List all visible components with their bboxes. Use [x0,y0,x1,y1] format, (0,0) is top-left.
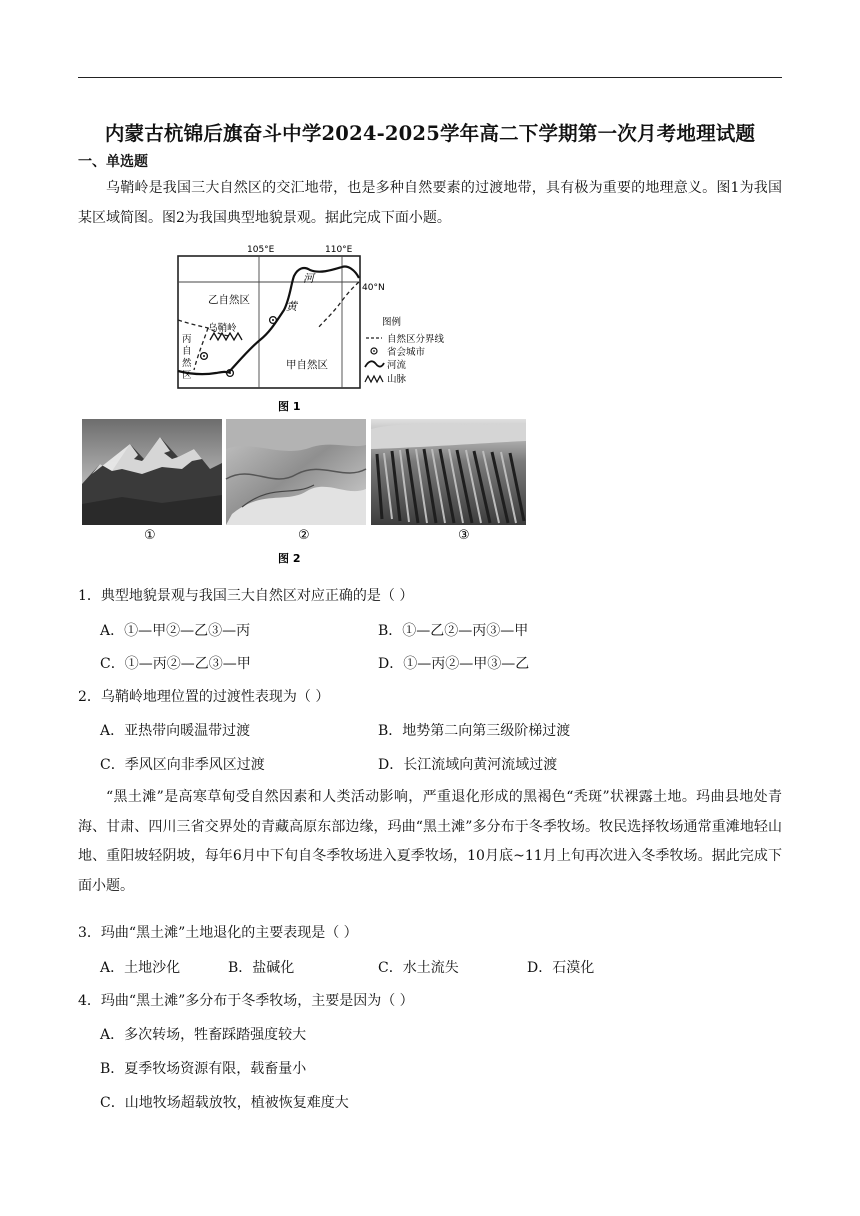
region-yi-label: 乙自然区 [208,294,250,306]
figure-2-caption: 图 2 [278,552,301,565]
question-2-option-a[interactable]: A．亚热带向暖温带过渡 [100,723,251,739]
region-jia-label: 甲自然区 [286,359,328,371]
region-bing-char-2: 自 [182,346,192,357]
question-4-option-c[interactable]: C．山地牧场超载放牧，植被恢复难度大 [100,1095,349,1111]
region-bing-char-1: 丙 [182,334,192,345]
question-1-option-b[interactable]: B．①—乙②—丙③—甲 [378,623,529,639]
header-rule [78,77,782,78]
boundary-line-south [194,328,208,370]
legend-river-symbol [365,361,384,367]
mountain-symbol-wushaoling [210,333,242,340]
legend-river-label: 河流 [387,360,407,371]
river-label-huang: 黄 [286,300,297,313]
question-1-stem: 1．典型地貌景观与我国三大自然区对应正确的是（ ） [78,588,414,604]
question-2-option-b[interactable]: B．地势第二向第三级阶梯过渡 [378,723,571,739]
boundary-line-east [318,282,359,328]
photo-3-gullies [371,419,526,525]
photo-2-dunes [226,419,366,525]
question-1-option-d[interactable]: D．①—丙②—甲③—乙 [378,656,530,672]
question-4-stem: 4．玛曲“黑土滩”多分布于冬季牧场，主要是因为（ ） [78,993,414,1009]
question-2-option-d[interactable]: D．长江流域向黄河流域过渡 [378,757,558,773]
question-3-stem: 3．玛曲“黑土滩”土地退化的主要表现是（ ） [78,925,358,941]
question-2-stem: 2．乌鞘岭地理位置的过渡性表现为（ ） [78,689,330,705]
region-bing-char-3: 然 [182,358,192,369]
mountain-label: 乌鞘岭 [208,323,237,334]
figure-1-caption: 图 1 [278,400,301,413]
region-bing-char-4: 区 [182,370,192,381]
question-4-option-b[interactable]: B．夏季牧场资源有限，载畜量小 [100,1061,307,1077]
photo-1-label: ① [144,528,156,543]
photo-2-label: ② [298,528,310,543]
river-label-he: 河 [303,272,314,285]
question-1-option-c[interactable]: C．①—丙②—乙③—甲 [100,656,251,672]
question-2-option-c[interactable]: C．季风区向非季风区过渡 [100,757,265,773]
passage-1: 乌鞘岭是我国三大自然区的交汇地带，也是多种自然要素的过渡地带，具有极为重要的地理意义。图1为我国某区域简图。图2为我国典型地貌景观。据此完成下面小题。 [78,180,782,226]
page-title: 内蒙古杭锦后旗奋斗中学2024-2025学年高二下学期第一次月考地理试题 [104,122,756,145]
question-3-option-d[interactable]: D．石漠化 [527,960,595,976]
section-heading: 一、单选题 [78,154,148,170]
question-3-option-c[interactable]: C．水土流失 [378,960,459,976]
legend-city-label: 省会城市 [387,347,426,358]
lat-label-40: 40°N [362,283,385,293]
river-path [228,267,359,373]
passage-2: “黑土滩”是高寒草甸受自然因素和人类活动影响，严重退化形成的黑褐色“秃斑”状裸露土地。玛曲县地处青海、甘肃、四川三省交界处的青藏高原东部边缘，玛曲“黑土滩”多分布于冬季牧场。牧民选择牧场通常重滩地轻山地、重阳坡轻阴坡，每年6月中下旬自冬季牧场进入夏季牧场，10月底~11月上旬再次进入冬季牧场。据此完成下面小题。 [78,789,782,894]
lon-label-110: 110°E [325,245,353,255]
legend-mountain-label: 山脉 [387,374,407,385]
legend-boundary-label: 自然区分界线 [387,334,445,345]
question-3-option-b[interactable]: B．盐碱化 [228,960,295,976]
lon-label-105: 105°E [247,245,275,255]
photo-1-mountains [82,419,222,525]
figure-2-photos [82,419,527,569]
photo-3-label: ③ [458,528,470,543]
map-frame [178,256,360,388]
legend-title: 图例 [382,317,402,328]
figure-1-map [160,240,480,420]
question-1-option-a[interactable]: A．①—甲②—乙③—丙 [100,623,251,639]
question-3-option-a[interactable]: A．土地沙化 [100,960,181,976]
question-4-option-a[interactable]: A．多次转场，牲畜踩踏强度较大 [100,1027,307,1043]
legend-mountain-symbol [365,376,383,382]
